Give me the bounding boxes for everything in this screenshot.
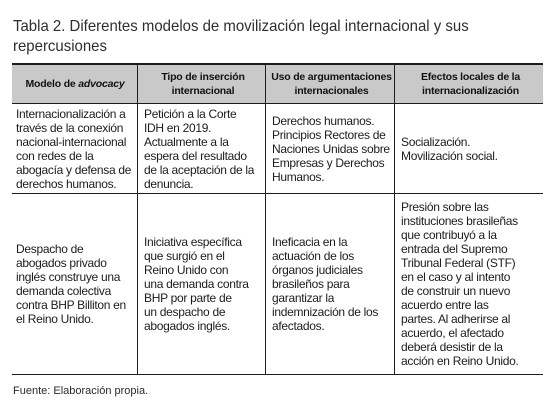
table-row	[12, 104, 543, 194]
table-caption	[13, 17, 500, 57]
cell-text-line: espera del resultado	[144, 148, 247, 163]
column-header-modelo	[12, 65, 137, 103]
cell-text-line: nacional-internacional	[16, 134, 127, 149]
cell-text-line: una demanda contra	[144, 277, 249, 291]
column-header-label	[25, 77, 124, 91]
cell-text-line: Despacho de	[16, 242, 84, 256]
data-table	[12, 63, 543, 375]
cell-text-line: de construir un nuevo	[401, 284, 511, 298]
cell-text-line: Reino Unido con	[144, 263, 229, 277]
cell-text-line: acuerdo entre las	[401, 298, 489, 312]
cell-text-line: Socialización.	[401, 134, 471, 149]
cell-text-line: través de la conexión	[16, 120, 124, 135]
column-header-efectos-locales	[394, 65, 543, 103]
cell-text-line: con redes de la	[16, 148, 94, 163]
cell-text-line: Tribunal Federal (STF)	[401, 256, 516, 270]
cell-text-line: que contribuyó a la	[401, 228, 497, 242]
cell-text-line: el Reino Unido.	[16, 312, 94, 326]
cell-text-line: Empresas y Derechos	[272, 155, 385, 170]
header-text: Modelo de	[25, 78, 76, 90]
column-header-label: internacionalización	[422, 85, 519, 97]
column-header-label: internacionales	[294, 85, 369, 97]
cell-text-line: deberá desistir de la	[401, 340, 503, 354]
cell-text-line: Principios Rectores de	[272, 127, 386, 142]
cell-text-line: demanda colectiva	[16, 284, 111, 298]
table-cell-efectos-locales	[394, 194, 543, 374]
cell-text-line: inglés construye una	[16, 270, 121, 284]
column-header-label: Tipo de inserción	[161, 71, 245, 83]
table-row	[12, 194, 543, 375]
cell-text-line: Humanos.	[272, 169, 325, 184]
cell-text-line: Internacionalización a	[16, 106, 126, 121]
cell-text-line: Naciones Unidas sobre	[272, 141, 390, 156]
column-header-tipo-insercion	[137, 65, 265, 103]
cell-text-line: Ineficacia en la	[272, 235, 348, 249]
table-cell-modelo	[12, 194, 137, 374]
cell-text-line: partes. Al adherirse al	[401, 312, 511, 326]
cell-text-line: abogados privado	[16, 256, 107, 270]
cell-text-line: Iniciativa específica	[144, 235, 242, 249]
cell-text-line: entrada del Supremo	[401, 242, 508, 256]
cell-text-line: contra BHP Billiton en	[16, 298, 126, 312]
cell-text-line: brasileños para	[272, 277, 350, 291]
table-cell-tipo-insercion	[137, 194, 265, 374]
cell-text-line: garantizar la	[272, 291, 335, 305]
cell-text-line: Movilización social.	[401, 148, 498, 163]
table-header-row	[12, 63, 543, 104]
cell-text-line: denuncia.	[144, 176, 194, 191]
table-caption-line: repercusiones	[13, 38, 107, 55]
cell-text-line: un despacho de	[144, 305, 226, 319]
cell-text-line: en el caso y al intento	[401, 270, 511, 284]
cell-text-line: actuación de los	[272, 249, 354, 263]
cell-text-line: IDH en 2019.	[144, 120, 212, 135]
cell-text-line: derechos humanos.	[16, 176, 117, 191]
table-source-note: Fuente: Elaboración propia.	[13, 385, 149, 397]
header-italic-term: advocacy	[78, 78, 125, 90]
cell-text-line: BHP por parte de	[144, 291, 232, 305]
column-header-uso-argumentaciones	[265, 65, 394, 103]
table-cell-modelo	[12, 104, 137, 193]
table-cell-tipo-insercion	[137, 104, 265, 193]
cell-text-line: indemnización de los	[272, 305, 379, 319]
table-cell-efectos-locales	[394, 104, 543, 193]
cell-text-line: Presión sobre las	[401, 200, 489, 214]
column-header-label: Uso de argumentaciones	[271, 71, 392, 83]
column-header-label: Efectos locales de la	[420, 71, 521, 83]
cell-text-line: de la aceptación de la	[144, 162, 255, 177]
cell-text-line: abogacía y defensa de	[16, 162, 132, 177]
cell-text-line: abogados inglés.	[144, 319, 230, 333]
cell-text-line: instituciones brasileñas	[401, 214, 518, 228]
cell-text-line: Petición a la Corte	[144, 106, 237, 121]
cell-text-line: acuerdo, el afectado	[401, 326, 504, 340]
cell-text-line: acción en Reino Unido.	[401, 354, 519, 368]
cell-text-line: afectados.	[272, 319, 325, 333]
cell-text-line: Derechos humanos.	[272, 113, 375, 128]
table-cell-uso-argumentaciones	[265, 104, 394, 193]
table-caption-line: Tabla 2. Diferentes modelos de movilización legal internacional y sus	[13, 18, 469, 35]
table-cell-uso-argumentaciones	[265, 194, 394, 374]
cell-text-line: Actualmente a la	[144, 134, 229, 149]
column-header-label: internacional	[171, 85, 235, 97]
cell-text-line: órganos judiciales	[272, 263, 363, 277]
cell-text-line: que surgió en el	[144, 249, 225, 263]
